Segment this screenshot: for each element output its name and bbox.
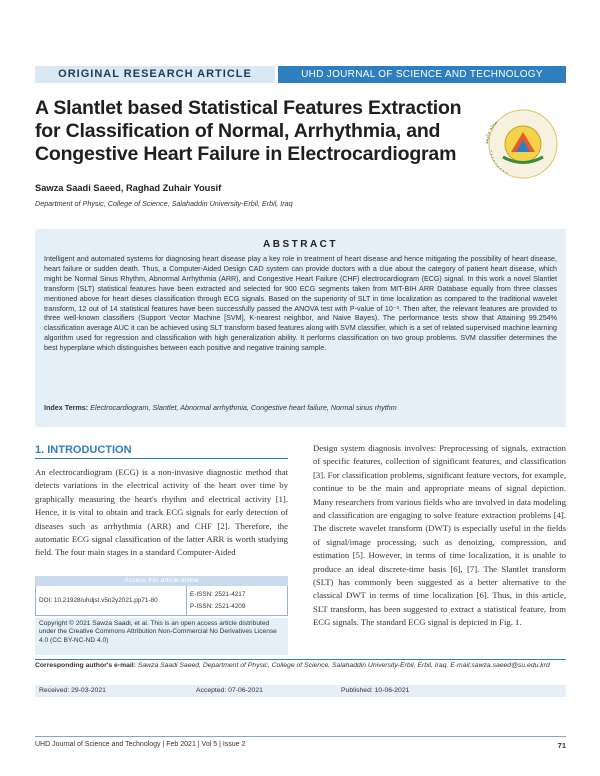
- access-box-divider: [186, 586, 187, 616]
- copyright-notice: Copyright © 2021 Sawza Saadi, et al. This is an open access article distributed under the Creative Commons Attribution Non-Commercial No Derivatives License 4.0 (CC BY-NC-ND 4.0): [39, 620, 277, 644]
- access-online-title: Access this article online: [35, 576, 288, 586]
- author-affiliation: Department of Physic, College of Science, Salahaddin University-Erbil, Erbil, Iraq: [35, 199, 293, 208]
- e-issn: E-ISSN: 2521-4217: [190, 591, 246, 598]
- abstract-heading: ABSTRACT: [263, 239, 338, 250]
- p-issn: P-ISSN: 2521-4209: [190, 603, 246, 610]
- received-date: Received: 29-03-2021: [39, 687, 106, 694]
- intro-text-right-column: Design system diagnosis involves: Preprocessing of signals, extraction of specific features, collection of significant features, and classification [3]. For classification problems, significant feature vectors, for example, continue to be the main and appropriate means of signal depiction. Many researchers from various fields who are involved in data modeling and classification are engaging to solve feature extraction problems [4]. The discrete wavelet transform (DWT) is especially useful in the fields of signal/image processing, such as denoizing, compression, and estimation [5]. However, in terms of time localization, it is unable to produce an ideal discrete-time basis [6], [7]. The Slantlet transform (SLT) has commonly been suggested as a better alternative to the classical DWT in terms of time localization [6]. Thus, in this article, SLT transform, has been suggested to extract a statistical feature, from ECG signals. The standard ECG signal is depicted in Fig. 1.: [313, 443, 566, 628]
- index-terms-list: Electrocardiogram, Slantlet, Abnormal arrhythmia, Congestive heart failure, Normal sinus rhythm: [90, 403, 397, 412]
- footer-divider: [35, 736, 566, 737]
- svg-text:مجلة جامعة: مجلة جامعة: [483, 119, 499, 145]
- svg-text:• • • • • • • • •: • • • • • • • • •: [488, 149, 509, 176]
- correspondence-label: Corresponding author's e-mail:: [35, 662, 136, 669]
- intro-text-left-column: An electrocardiogram (ECG) is a non-invasive diagnostic method that detects variations in the electrical activity of the heart over time by graphically measuring the heart's rhythm and electrical activity [1]. Hence, it is vital to obtain and track ECG signals for early detection of diseases such as arrhythmia (ARR) and CHF [2]. Therefore, the automatic ECG signal classification of the latter ARR is worth studying field. The four main stages in a standard Computer-Aided: [35, 467, 288, 558]
- accepted-date: Accepted: 07-06-2021: [196, 687, 263, 694]
- article-doi: DOI: 10.21928/uhdjst.v5n2y2021.pp71-80: [39, 597, 158, 604]
- published-date: Published: 10-06-2021: [341, 687, 410, 694]
- journal-citation: UHD Journal of Science and Technology | Feb 2021 | Vol 5 | Issue 2: [35, 741, 246, 748]
- dates-panel: [35, 685, 566, 697]
- section-label: ORIGINAL RESEARCH ARTICLE: [35, 66, 275, 83]
- index-terms: [44, 403, 557, 412]
- page-number: 71: [557, 741, 566, 750]
- journal-banner: UHD JOURNAL OF SCIENCE AND TECHNOLOGY: [278, 66, 566, 83]
- article-title: A Slantlet based Statistical Features Extraction for Classification of Normal, Arrhythmia, and Congestive Heart Failure in Electrocardiogram: [35, 97, 462, 165]
- correspondence-divider: [35, 659, 566, 660]
- article-authors: Sawza Saadi Saeed, Raghad Zuhair Yousif: [35, 183, 222, 193]
- section-heading-introduction: 1. INTRODUCTION: [35, 444, 132, 456]
- corresponding-author: [35, 662, 566, 671]
- journal-logo-icon: [478, 102, 568, 182]
- section-divider: [35, 458, 288, 459]
- abstract-text: Intelligent and automated systems for diagnosing heart disease play a key role in treatment of heart disease and hence mitigating the possibility of heart disease, heart failure or sudden death. Thus, a Computer-Aided Design CAD system can provide doctors with a clue about the category of patient heart disease, which might be Normal Sinus Rhythm, Abnormal Arrhythmia (ARR), and Congestive Heart Failure (CHF) electrocardiogram (ECG) signal. In this work a novel Slantlet transform (SLT) statistical features have been extracted and selected for 900 ECG segments taken from MIT-BIH ARR Database equally from three classes mentioned above for heart dieses classification through ECG signals. Based on the superiority of SLT in time localization as compared to the traditional wavelet transform, 12 out of 14 statistical features have been successfully passed the ANOVA test with P-value of 10⁻³. Then after, the relevant features are provided to three well-known classifiers (Support Vector Machine [SVM], K-nearest neighbor, and Naive Bayes). The performance tests show that Attaining 99.254% classification average AUC it can be achieved using SLT transform based features along with SVM classifier, which is a set of related supervised machine learning algorithm used for regression and classification with high generalization ability. It performs classification on two group problems. SVM classifier determines the best hyperplane which distinguishes between each positive and negative training sample.: [44, 255, 557, 353]
- correspondence-text: Sawza Saadi Saeed, Department of Physic, College of Science, Salahaddin University-Erbil, Erbil, Iraq. E-mail:sawza.saeed@su.edu.krd: [137, 662, 550, 669]
- index-terms-label: Index Terms:: [44, 403, 89, 412]
